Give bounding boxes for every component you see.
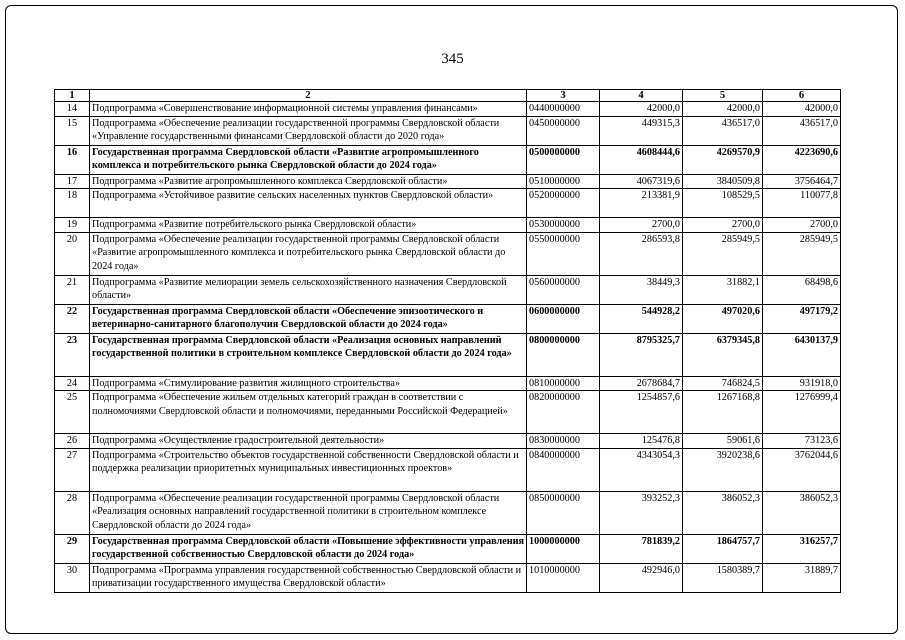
col-header: 4 [600, 90, 683, 102]
amount-col6-cell: 2700,0 [763, 218, 841, 233]
amount-col6-cell: 316257,7 [763, 534, 841, 563]
amount-col6-cell: 497179,2 [763, 304, 841, 333]
amount-col5-cell: 59061,6 [683, 434, 763, 449]
target-code-cell: 0810000000 [527, 376, 600, 391]
amount-col6-cell: 386052,3 [763, 491, 841, 534]
program-name-cell: Подпрограмма «Осуществление градостроительной деятельности» [90, 434, 527, 449]
target-code-cell: 1000000000 [527, 534, 600, 563]
target-code-cell: 1010000000 [527, 563, 600, 592]
table-row [55, 333, 841, 376]
target-code-cell: 0820000000 [527, 391, 600, 434]
amount-col6-cell: 436517,0 [763, 116, 841, 145]
amount-col6-cell: 4223690,6 [763, 145, 841, 174]
amount-col6-cell: 110077,8 [763, 189, 841, 218]
program-name-cell: Подпрограмма «Развитие мелиорации земель сельскохозяйственного назначения Свердловской области» [90, 275, 527, 304]
program-name-cell: Государственная программа Свердловской области «Реализация основных направлений государственной политики в строительном комплексе Свердловской области до 2024 года» [90, 333, 527, 376]
row-number-cell: 20 [55, 232, 90, 275]
col-header: 2 [90, 90, 527, 102]
col-header: 1 [55, 90, 90, 102]
row-number-cell: 27 [55, 448, 90, 491]
program-name-cell: Государственная программа Свердловской области «Повышение эффективности управления государственной собственностью Свердловской области до 2024 года» [90, 534, 527, 563]
row-number-cell: 15 [55, 116, 90, 145]
amount-col5-cell: 386052,3 [683, 491, 763, 534]
program-name-cell: Подпрограмма «Совершенствование информационной системы управления финансами» [90, 102, 527, 117]
table-row [55, 391, 841, 434]
table-row [55, 563, 841, 592]
row-number-cell: 22 [55, 304, 90, 333]
amount-col5-cell: 108529,5 [683, 189, 763, 218]
target-code-cell: 0850000000 [527, 491, 600, 534]
amount-col5-cell: 1267168,8 [683, 391, 763, 434]
amount-col4-cell: 1254857,6 [600, 391, 683, 434]
target-code-cell: 0600000000 [527, 304, 600, 333]
amount-col4-cell: 4067319,6 [600, 174, 683, 189]
target-code-cell: 0510000000 [527, 174, 600, 189]
target-code-cell: 0530000000 [527, 218, 600, 233]
amount-col6-cell: 73123,6 [763, 434, 841, 449]
row-number-cell: 21 [55, 275, 90, 304]
amount-col6-cell: 3756464,7 [763, 174, 841, 189]
amount-col5-cell: 6379345,8 [683, 333, 763, 376]
amount-col4-cell: 492946,0 [600, 563, 683, 592]
amount-col6-cell: 68498,6 [763, 275, 841, 304]
amount-col6-cell: 42000,0 [763, 102, 841, 117]
row-number-cell: 30 [55, 563, 90, 592]
amount-col4-cell: 4608444,6 [600, 145, 683, 174]
col-header: 6 [763, 90, 841, 102]
amount-col4-cell: 2700,0 [600, 218, 683, 233]
table-row [55, 145, 841, 174]
amount-col4-cell: 2678684,7 [600, 376, 683, 391]
row-number-cell: 19 [55, 218, 90, 233]
amount-col6-cell: 31889,7 [763, 563, 841, 592]
amount-col6-cell: 6430137,9 [763, 333, 841, 376]
amount-col4-cell: 42000,0 [600, 102, 683, 117]
target-code-cell: 0500000000 [527, 145, 600, 174]
table-row [55, 102, 841, 117]
amount-col5-cell: 497020,6 [683, 304, 763, 333]
target-code-cell: 0830000000 [527, 434, 600, 449]
amount-col5-cell: 1580389,7 [683, 563, 763, 592]
amount-col4-cell: 125476,8 [600, 434, 683, 449]
row-number-cell: 29 [55, 534, 90, 563]
amount-col6-cell: 1276999,4 [763, 391, 841, 434]
amount-col5-cell: 1864757,7 [683, 534, 763, 563]
row-number-cell: 18 [55, 189, 90, 218]
program-name-cell: Подпрограмма «Стимулирование развития жилищного строительства» [90, 376, 527, 391]
table-row [55, 218, 841, 233]
target-code-cell: 0550000000 [527, 232, 600, 275]
col-header: 3 [527, 90, 600, 102]
row-number-cell: 26 [55, 434, 90, 449]
amount-col4-cell: 393252,3 [600, 491, 683, 534]
target-code-cell: 0800000000 [527, 333, 600, 376]
program-name-cell: Подпрограмма «Обеспечение жильем отдельных категорий граждан в соответствии с полномочиями Свердловской области и полномочиями, переданными Российской Федерацией» [90, 391, 527, 434]
amount-col4-cell: 449315,3 [600, 116, 683, 145]
amount-col5-cell: 2700,0 [683, 218, 763, 233]
amount-col5-cell: 285949,5 [683, 232, 763, 275]
target-code-cell: 0440000000 [527, 102, 600, 117]
amount-col4-cell: 544928,2 [600, 304, 683, 333]
page-number: 345 [441, 51, 464, 67]
row-number-cell: 17 [55, 174, 90, 189]
program-name-cell: Подпрограмма «Обеспечение реализации государственной программы Свердловской области «Развитие агропромышленного комплекса и потребительского рынка Свердловской области до 2024 года» [90, 232, 527, 275]
program-name-cell: Подпрограмма «Программа управления государственной собственностью Свердловской области и приватизации государственного имущества Свердловской области» [90, 563, 527, 592]
row-number-cell: 28 [55, 491, 90, 534]
amount-col5-cell: 42000,0 [683, 102, 763, 117]
row-number-cell: 14 [55, 102, 90, 117]
table-row [55, 448, 841, 491]
target-code-cell: 0450000000 [527, 116, 600, 145]
table-row [55, 189, 841, 218]
row-number-cell: 23 [55, 333, 90, 376]
program-name-cell: Подпрограмма «Развитие агропромышленного комплекса Свердловской области» [90, 174, 527, 189]
table-row [55, 491, 841, 534]
program-name-cell: Подпрограмма «Строительство объектов государственной собственности Свердловской области и поддержка реализации приоритетных муниципальных инвестиционных проектов» [90, 448, 527, 491]
amount-col5-cell: 31882,1 [683, 275, 763, 304]
table-row [55, 275, 841, 304]
row-number-cell: 25 [55, 391, 90, 434]
program-name-cell: Подпрограмма «Обеспечение реализации государственной программы Свердловской области «Управление государственными финансами Свердловской области до 2020 года» [90, 116, 527, 145]
amount-col5-cell: 3840509,8 [683, 174, 763, 189]
amount-col4-cell: 781839,2 [600, 534, 683, 563]
program-name-cell: Подпрограмма «Развитие потребительского рынка Свердловской области» [90, 218, 527, 233]
amount-col5-cell: 3920238,6 [683, 448, 763, 491]
target-code-cell: 0520000000 [527, 189, 600, 218]
amount-col6-cell: 285949,5 [763, 232, 841, 275]
header-row [55, 90, 841, 102]
amount-col4-cell: 213381,9 [600, 189, 683, 218]
table-row [55, 534, 841, 563]
amount-col4-cell: 4343054,3 [600, 448, 683, 491]
table-row [55, 174, 841, 189]
program-name-cell: Государственная программа Свердловской области «Обеспечение эпизоотического и ветеринарно-санитарного благополучия Свердловской области до 2024 года» [90, 304, 527, 333]
row-number-cell: 16 [55, 145, 90, 174]
table-row [55, 116, 841, 145]
row-number-cell: 24 [55, 376, 90, 391]
amount-col6-cell: 3762044,6 [763, 448, 841, 491]
program-name-cell: Подпрограмма «Обеспечение реализации государственной программы Свердловской области «Реализация основных направлений государственной политики в строительном комплексе Свердловской области до 2024 года» [90, 491, 527, 534]
target-code-cell: 0560000000 [527, 275, 600, 304]
amount-col5-cell: 746824,5 [683, 376, 763, 391]
program-name-cell: Государственная программа Свердловской области «Развитие агропромышленного комплекса и потребительского рынка Свердловской области до 2024 года» [90, 145, 527, 174]
amount-col6-cell: 931918,0 [763, 376, 841, 391]
amount-col5-cell: 436517,0 [683, 116, 763, 145]
amount-col4-cell: 8795325,7 [600, 333, 683, 376]
budget-table [54, 89, 841, 593]
amount-col5-cell: 4269570,9 [683, 145, 763, 174]
amount-col4-cell: 286593,8 [600, 232, 683, 275]
program-name-cell: Подпрограмма «Устойчивое развитие сельских населенных пунктов Свердловской области» [90, 189, 527, 218]
col-header: 5 [683, 90, 763, 102]
amount-col4-cell: 38449,3 [600, 275, 683, 304]
target-code-cell: 0840000000 [527, 448, 600, 491]
table-row [55, 434, 841, 449]
table-row [55, 232, 841, 275]
table-row [55, 304, 841, 333]
table-row [55, 376, 841, 391]
